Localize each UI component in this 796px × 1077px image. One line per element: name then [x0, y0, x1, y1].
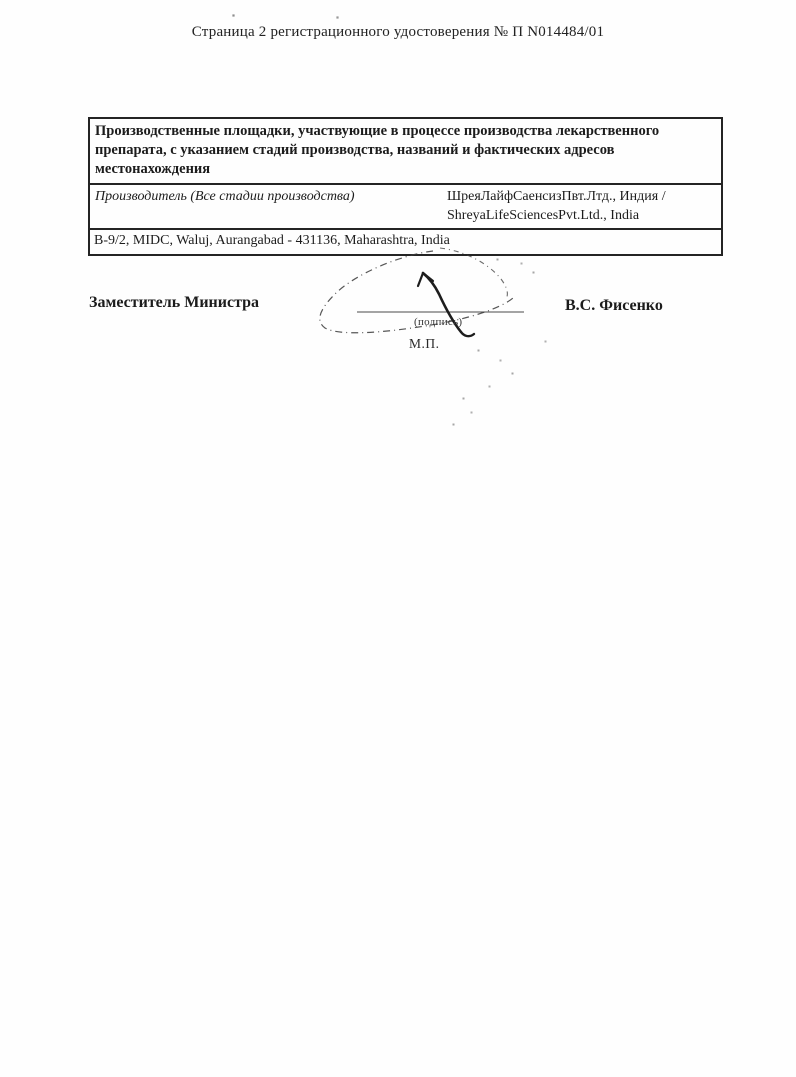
production-sites-table — [88, 117, 723, 256]
signature-caption: (подпись) — [414, 316, 463, 328]
scan-noise — [0, 0, 1, 1]
producer-role-cell: Производитель (Все стадии производства) — [95, 189, 355, 205]
signer-name: В.С. Фисенко — [565, 297, 663, 314]
producer-address-cell: B-9/2, MIDC, Waluj, Aurangabad - 431136, Maharashtra, India — [94, 233, 450, 249]
page-header: Страница 2 регистрационного удостоверения № П N014484/01 — [191, 24, 605, 40]
seal-place-caption: М.П. — [409, 336, 440, 351]
signature-scribble — [308, 238, 568, 378]
official-title: Заместитель Министра — [89, 294, 260, 311]
table-header-cell: Производственные площадки, участвующие в процессе производства лекарственного препарата, с указанием стадий производства, названий и фактических адресов местонахождения — [90, 119, 721, 185]
producer-name-cell: ШреяЛайфСаенсизПвт.Лтд., Индия / ShreyaLifeSciencesPvt.Ltd., India — [447, 189, 666, 223]
table-row-producer — [90, 185, 721, 230]
